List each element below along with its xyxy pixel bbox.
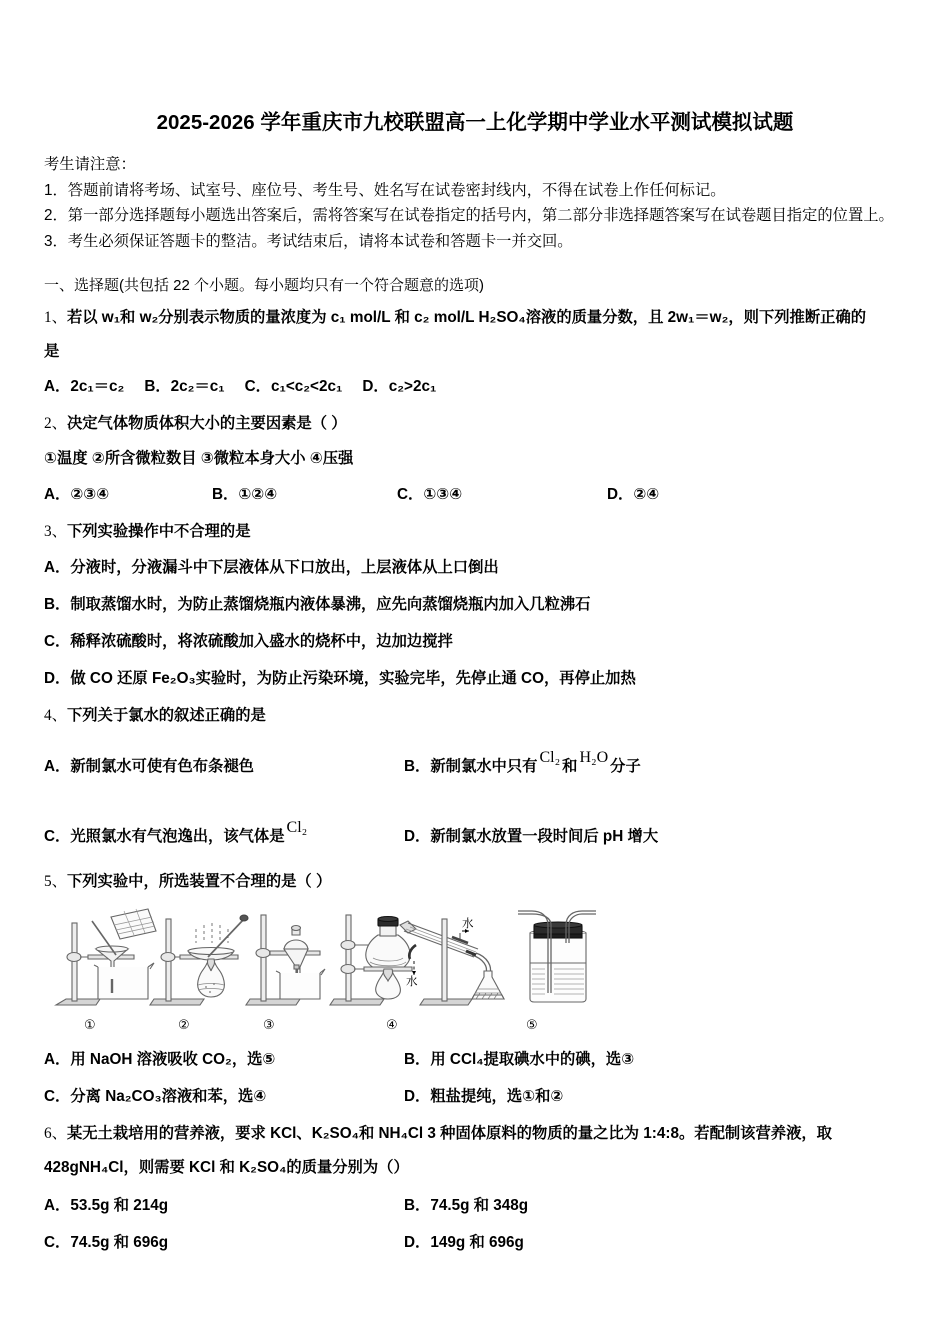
question-5-option-c-text: 分离 Na₂CO₃溶液和苯，选④ — [70, 1088, 267, 1105]
question-2-number: 2、 — [44, 415, 67, 432]
question-3-option-c-text: 稀释浓硫酸时，将浓硫酸加入盛水的烧杯中，边加边搅拌 — [70, 633, 453, 650]
question-3-option-d-label: D． — [44, 670, 71, 687]
question-1-option-c[interactable] — [245, 378, 343, 395]
question-2-options — [44, 477, 906, 513]
question-5-options — [44, 1041, 906, 1115]
question-4-stem-text: 下列关于氯水的叙述正确的是 — [66, 707, 266, 724]
question-5-option-d[interactable] — [404, 1078, 906, 1115]
question-2-option-c-label: C． — [397, 486, 424, 503]
page-content — [44, 108, 906, 1261]
question-1-option-a-text: 2c₁＝c₂ — [70, 378, 125, 395]
question-3-option-a-text: 分液时，分液漏斗中下层液体从下口放出，上层液体从上口倒出 — [70, 559, 499, 576]
question-5-option-a[interactable] — [44, 1041, 404, 1078]
question-1-option-a-label: A． — [44, 378, 71, 395]
formula-water-molecule: H₂O — [579, 749, 609, 766]
apparatus-label-5: ⑤ — [526, 1017, 538, 1032]
question-3-stem-text: 下列实验操作中不合理的是 — [66, 523, 251, 540]
question-5-stem-text: 下列实验中，所选装置不合理的是（ ） — [66, 873, 332, 890]
notice-item-3: 3．考生必须保证答题卡的整洁。考试结束后，请将本试卷和答题卡一并交回。 — [44, 232, 573, 250]
question-2-stem — [44, 407, 906, 441]
question-6-stem-text-1: 某无土栽培用的营养液，要求 KCl、K₂SO₄和 NH₄Cl 3 种固体原料的物质的量之比为 1:4:8。若配制该营养液，取 — [66, 1125, 832, 1142]
question-5-option-b-text: 用 CCl₄提取碘水中的碘，选③ — [430, 1051, 635, 1068]
question-4-option-d-text: 新制氯水放置一段时间后 pH 增大 — [430, 828, 659, 845]
question-1-option-d-label: D． — [362, 378, 389, 395]
question-2-option-a-text: ②③④ — [70, 486, 110, 503]
question-1-option-c-text: c₁<c₂<2c₁ — [270, 378, 343, 395]
question-5-option-b[interactable] — [404, 1041, 906, 1078]
question-5-number: 5、 — [44, 873, 67, 890]
question-6-number: 6、 — [44, 1125, 67, 1142]
question-5-stem — [44, 865, 906, 899]
question-4-option-c-text-before: 光照氯水有气泡逸出，该气体是 — [70, 828, 285, 845]
question-4-option-d[interactable] — [404, 819, 906, 855]
question-3-option-c-label: C． — [44, 633, 71, 650]
question-6 — [44, 1117, 906, 1261]
question-2-option-a-label: A． — [44, 486, 71, 503]
question-2-option-d-text: ②④ — [633, 486, 660, 503]
question-5-option-c[interactable] — [44, 1078, 404, 1115]
question-6-option-a-text: 53.5g 和 214g — [70, 1197, 169, 1214]
question-3-option-c[interactable] — [44, 623, 906, 660]
question-4-option-a-label: A． — [44, 758, 71, 775]
apparatus-label-2: ② — [178, 1017, 190, 1032]
formula-chlorine-molecule: Cl₂ — [539, 749, 561, 766]
figure-annotation-water-inlet: 水 — [462, 918, 474, 930]
question-3-option-b-label: B． — [44, 596, 71, 613]
question-1-option-b-text: 2c₂＝c₁ — [170, 378, 225, 395]
question-1-options — [44, 369, 906, 405]
question-4-option-a-text: 新制氯水可使有色布条褪色 — [70, 758, 254, 775]
question-6-stem-line-1 — [44, 1117, 906, 1151]
question-6-option-c-label: C． — [44, 1234, 71, 1251]
question-1-option-d[interactable] — [362, 378, 436, 395]
section-heading-multiple-choice: 一、选择题(共包括 22 个小题。每小题均只有一个符合题意的选项) — [44, 277, 485, 294]
question-6-option-d[interactable] — [404, 1224, 906, 1261]
question-5-option-a-text: 用 NaOH 溶液吸收 CO₂，选⑤ — [70, 1051, 276, 1068]
question-5-option-d-label: D． — [404, 1088, 431, 1105]
question-1-option-b-label: B． — [144, 378, 171, 395]
question-5-option-b-label: B． — [404, 1051, 431, 1068]
question-5-option-a-label: A． — [44, 1051, 71, 1068]
question-1 — [44, 301, 906, 405]
apparatus-4-distillation — [330, 915, 504, 1005]
question-2-option-b-text: ①②④ — [238, 486, 278, 503]
apparatus-label-3: ③ — [263, 1017, 275, 1032]
apparatus-figure — [48, 905, 598, 1017]
notice-item-1: 1．答题前请将考场、试室号、座位号、考生号、姓名写在试卷密封线内，不得在试卷上作任何标记。 — [44, 181, 726, 199]
page-title: 2025-2026 学年重庆市九校联盟高一上化学期中学业水平测试模拟试题 — [156, 111, 794, 134]
apparatus-2-evaporation — [150, 915, 248, 1005]
notice-item-2: 2．第一部分选择题每小题选出答案后，需将答案写在试卷指定的括号内，第二部分非选择题答案写在试卷题目指定的位置上。 — [44, 207, 894, 224]
figure-annotation-water-outlet: 水 — [406, 976, 418, 988]
question-6-option-c[interactable] — [44, 1224, 404, 1261]
question-4-option-b-text-after: 分子 — [610, 758, 641, 775]
question-6-option-c-text: 74.5g 和 696g — [70, 1234, 169, 1251]
apparatus-label-1: ① — [84, 1017, 96, 1032]
question-2-option-b[interactable] — [212, 477, 397, 513]
question-3-option-a[interactable] — [44, 549, 906, 586]
question-5 — [44, 865, 906, 1115]
question-2-option-d-label: D． — [607, 486, 634, 503]
question-2-stem-text: 决定气体物质体积大小的主要因素是（ ） — [66, 415, 347, 432]
question-6-option-b-text: 74.5g 和 348g — [430, 1197, 529, 1214]
question-4-option-a[interactable] — [44, 749, 404, 785]
question-3-option-a-label: A． — [44, 559, 71, 576]
apparatus-3-separating-funnel — [246, 915, 325, 1005]
question-2-sub-items: ①温度 ②所含微粒数目 ③微粒本身大小 ④压强 — [44, 450, 354, 467]
apparatus-1-filtration — [56, 909, 156, 1005]
apparatus-label-4: ④ — [386, 1017, 398, 1032]
question-1-stem-line-1 — [44, 301, 906, 335]
question-2-option-c[interactable] — [397, 477, 607, 513]
question-3-option-d-text: 做 CO 还原 Fe₂O₃实验时，为防止污染环境，实验完毕，先停止通 CO，再停止加热 — [70, 670, 636, 687]
formula-chlorine-gas: Cl₂ — [286, 819, 308, 836]
question-1-option-b[interactable] — [144, 378, 224, 395]
question-4-option-b-text-before: 新制氯水中只有 — [430, 758, 538, 775]
question-3-option-b[interactable] — [44, 586, 906, 623]
question-2 — [44, 407, 906, 513]
apparatus-5-gas-washing-bottle — [518, 911, 596, 1002]
question-3-options — [44, 549, 906, 697]
question-4-number: 4、 — [44, 707, 67, 724]
apparatus-figure-captions — [48, 1017, 598, 1039]
notice-heading: 考生请注意： — [44, 156, 136, 173]
question-3-number: 3、 — [44, 523, 67, 540]
question-4-stem — [44, 699, 906, 733]
question-1-number: 1、 — [44, 309, 67, 326]
question-1-option-a[interactable] — [44, 378, 124, 395]
question-6-stem-line-2: 428gNH₄Cl，则需要 KCl 和 K₂SO₄的质量分别为（） — [44, 1159, 409, 1176]
question-1-option-c-label: C． — [244, 378, 271, 395]
question-6-option-b-label: B． — [404, 1197, 431, 1214]
question-4-option-b-text-mid: 和 — [562, 758, 578, 775]
question-6-option-a[interactable] — [44, 1187, 404, 1224]
question-5-option-d-text: 粗盐提纯，选①和② — [430, 1088, 564, 1105]
question-6-options — [44, 1187, 906, 1261]
question-1-option-d-text: c₂>2c₁ — [388, 378, 437, 395]
question-3-option-b-text: 制取蒸馏水时，为防止蒸馏烧瓶内液体暴沸，应先向蒸馏烧瓶内加入几粒沸石 — [70, 596, 591, 613]
question-6-option-b[interactable] — [404, 1187, 906, 1224]
question-3-option-d[interactable] — [44, 660, 906, 697]
question-1-stem-text-1: 若以 w₁和 w₂分别表示物质的量浓度为 c₁ mol/L 和 c₂ mol/L H₂SO₄溶液的质量分数，且 2w₁＝w₂，则下列推断正确的 — [66, 309, 867, 326]
question-4-option-b[interactable] — [404, 749, 906, 785]
question-2-option-c-text: ①③④ — [423, 486, 463, 503]
question-6-option-d-label: D． — [404, 1234, 431, 1251]
question-6-option-d-text: 149g 和 696g — [430, 1234, 524, 1251]
question-4-options-row-2 — [44, 819, 906, 855]
question-6-option-a-label: A． — [44, 1197, 71, 1214]
question-3 — [44, 515, 906, 697]
question-4-option-c-label: C． — [44, 828, 71, 845]
question-1-stem-line-2: 是 — [44, 343, 60, 360]
question-4-option-c[interactable] — [44, 819, 404, 855]
question-4-option-d-label: D． — [404, 828, 431, 845]
question-4 — [44, 699, 906, 855]
question-3-stem — [44, 515, 906, 549]
question-4-options-row-1 — [44, 749, 906, 785]
question-2-option-b-label: B． — [212, 486, 239, 503]
question-5-option-c-label: C． — [44, 1088, 71, 1105]
candidate-notice-block — [44, 152, 906, 254]
question-2-option-a[interactable] — [44, 477, 212, 513]
question-2-option-d[interactable] — [607, 477, 906, 513]
question-4-option-b-label: B． — [404, 758, 431, 775]
